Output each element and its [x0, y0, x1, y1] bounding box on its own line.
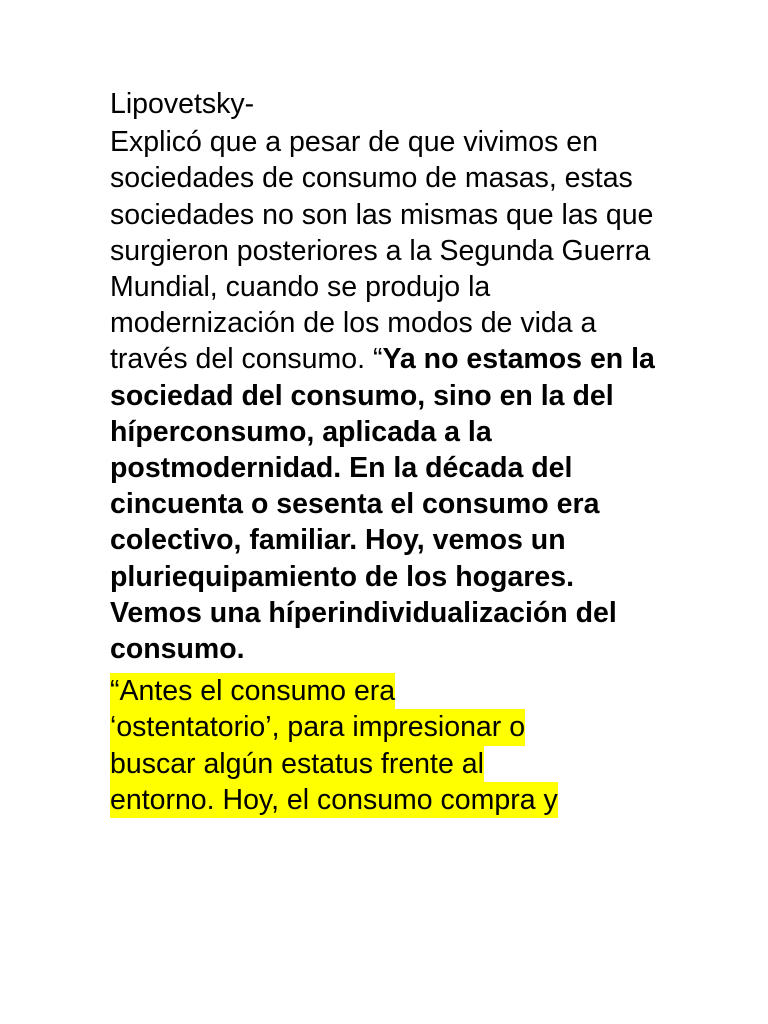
regular-text: Explicó que a pesar de que vivimos en sociedades de consumo de masas, estas sociedades no son las mismas que las que surgieron posteriores a la Segunda Guerra Mundial, cuando se produjo la modernización de los modos de vida a través del consumo. “	[110, 126, 654, 376]
document-title: Lipovetsky-	[110, 88, 255, 120]
body-paragraph	[110, 124, 670, 667]
highlighted-line: entorno. Hoy, el consumo compra y	[110, 782, 558, 818]
highlighted-line: ‘ostentatorio’, para impresionar o	[110, 709, 525, 745]
bold-quote-text: Ya no estamos en la sociedad del consumo, sino en la del híperconsumo, aplicada a la postmodernidad. En la década del cincuenta o sesenta el consumo era colectivo, familiar. Hoy, vemos un pluriequipamiento de los hogares. Vemos una híperindividualización del consumo.	[110, 343, 655, 666]
highlighted-line: “Antes el consumo era	[110, 673, 395, 709]
document-page	[110, 86, 670, 818]
highlighted-quote	[110, 673, 670, 818]
highlighted-line: buscar algún estatus frente al	[110, 746, 484, 782]
